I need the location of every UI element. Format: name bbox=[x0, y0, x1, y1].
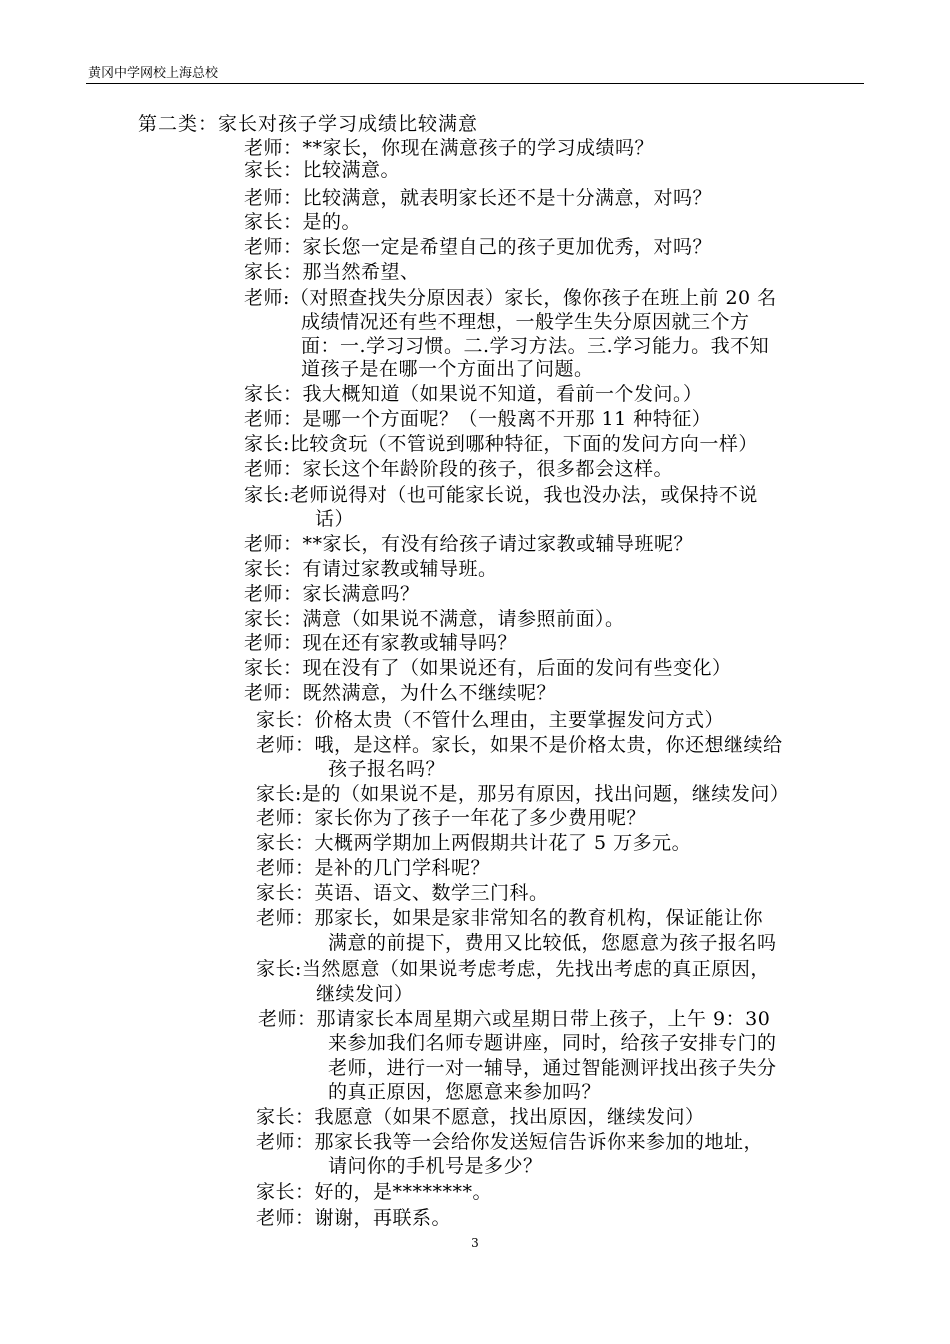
dialogue-continuation: 孩子报名吗？ bbox=[328, 758, 446, 780]
dialogue-line: 老师：是哪一个方面呢？（一般离不开那 11 种特征） bbox=[244, 408, 712, 430]
dialogue-line: 老师：既然满意，为什么不继续呢？ bbox=[244, 682, 557, 704]
page-header: 黄冈中学网校上海总校 bbox=[88, 66, 219, 81]
dialogue-continuation: 话） bbox=[315, 508, 355, 530]
dialogue-line: 家长：大概两学期加上两假期共计花了 5 万多元。 bbox=[256, 832, 692, 854]
dialogue-line: 家长：是的。 bbox=[244, 211, 362, 233]
dialogue-line: 家长：我大概知道（如果说不知道，看前一个发问。） bbox=[244, 383, 703, 405]
dialogue-continuation: 老师，进行一对一辅导，通过智能测评找出孩子失分 bbox=[328, 1057, 777, 1079]
dialogue-line: 老师:（对照查找失分原因表）家长，像你孩子在班上前 20 名 bbox=[244, 287, 777, 309]
dialogue-line: 老师：那请家长本周星期六或星期日带上孩子，上午 9：30 bbox=[258, 1008, 771, 1030]
page-number: 3 bbox=[471, 1236, 479, 1250]
dialogue-line: 老师：**家长，有没有给孩子请过家教或辅导班呢？ bbox=[244, 533, 694, 555]
dialogue-line: 老师：**家长，你现在满意孩子的学习成绩吗？ bbox=[244, 137, 655, 159]
dialogue-line: 老师：谢谢，再联系。 bbox=[256, 1207, 452, 1229]
dialogue-line: 老师：家长您一定是希望自己的孩子更加优秀，对吗？ bbox=[244, 236, 713, 258]
dialogue-continuation: 来参加我们名师专题讲座，同时，给孩子安排专门的 bbox=[328, 1032, 777, 1054]
dialogue-continuation: 请问你的手机号是多少？ bbox=[328, 1155, 543, 1177]
dialogue-continuation: 满意的前提下，费用又比较低，您愿意为孩子报名吗 bbox=[328, 932, 777, 954]
dialogue-continuation: 成绩情况还有些不理想，一般学生失分原因就三个方 bbox=[301, 311, 750, 333]
dialogue-line: 老师：比较满意，就表明家长还不是十分满意，对吗？ bbox=[244, 187, 713, 209]
dialogue-line: 家长：比较满意。 bbox=[244, 159, 401, 181]
dialogue-line: 家长：满意（如果说不满意，请参照前面）。 bbox=[244, 608, 625, 630]
dialogue-line: 家长:当然愿意（如果说考虑考虑，先找出考虑的真正原因， bbox=[256, 958, 770, 980]
dialogue-line: 家长：英语、语文、数学三门科。 bbox=[256, 882, 549, 904]
dialogue-continuation: 继续发问） bbox=[316, 983, 414, 1005]
dialogue-line: 老师：家长这个年龄阶段的孩子，很多都会这样。 bbox=[244, 458, 674, 480]
dialogue-line: 家长:比较贪玩（不管说到哪种特征，下面的发问方向一样） bbox=[244, 433, 758, 455]
dialogue-line: 家长：我愿意（如果不愿意，找出原因，继续发问） bbox=[256, 1106, 705, 1128]
section-title: 第二类：家长对孩子学习成绩比较满意 bbox=[138, 113, 479, 135]
dialogue-line: 老师：现在还有家教或辅导吗？ bbox=[244, 632, 518, 654]
header-rule bbox=[86, 83, 864, 84]
dialogue-continuation: 面：一.学习习惯。二.学习方法。三.学习能力。我不知 bbox=[301, 335, 770, 357]
dialogue-line: 老师：家长满意吗？ bbox=[244, 583, 420, 605]
dialogue-line: 家长：有请过家教或辅导班。 bbox=[244, 558, 498, 580]
dialogue-line: 家长：那当然希望、 bbox=[244, 261, 420, 283]
dialogue-line: 家长：价格太贵（不管什么理由，主要掌握发问方式） bbox=[256, 709, 725, 731]
dialogue-line: 老师：那家长我等一会给你发送短信告诉你来参加的地址， bbox=[256, 1131, 764, 1153]
dialogue-line: 老师：家长你为了孩子一年花了多少费用呢？ bbox=[256, 807, 647, 829]
dialogue-line: 家长：现在没有了（如果说还有，后面的发问有些变化） bbox=[244, 657, 732, 679]
dialogue-line: 家长:是的（如果说不是，那另有原因，找出问题，继续发问） bbox=[256, 783, 790, 805]
dialogue-line: 老师：哦，是这样。家长，如果不是价格太贵，你还想继续给 bbox=[256, 734, 783, 756]
dialogue-line: 老师：那家长，如果是家非常知名的教育机构，保证能让你 bbox=[256, 907, 764, 929]
dialogue-line: 家长：好的，是********。 bbox=[256, 1181, 493, 1203]
dialogue-continuation: 的真正原因，您愿意来参加吗？ bbox=[328, 1081, 602, 1103]
dialogue-line: 老师：是补的几门学科呢？ bbox=[256, 857, 491, 879]
dialogue-continuation: 道孩子是在哪一个方面出了问题。 bbox=[301, 358, 594, 380]
dialogue-line: 家长:老师说得对（也可能家长说，我也没办法，或保持不说 bbox=[244, 484, 758, 506]
